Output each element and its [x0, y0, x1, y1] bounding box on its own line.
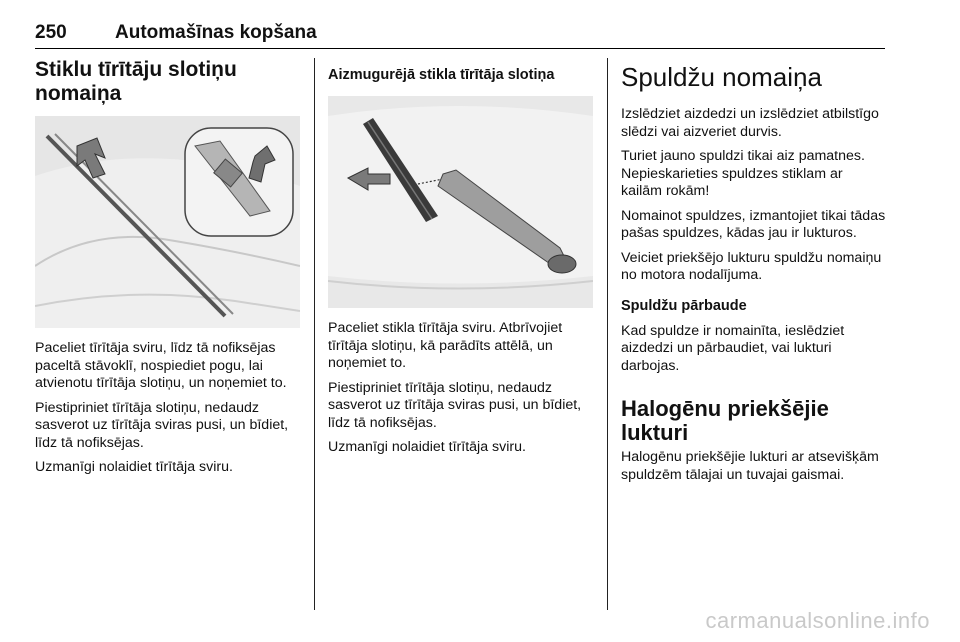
- section-heading-rear-wiper: Aizmugurējā stikla tīrītāja slotiņa: [328, 67, 555, 83]
- paragraph: Piestipriniet tīrītāja slotiņu, nedaudz sasverot uz tīrītāja sviras pusi, un bīdiet, līdz tā nofiksējas.: [35, 399, 289, 451]
- rear-wiper-illustration: [328, 96, 593, 308]
- paragraph: Kad spuldze ir nomainīta, ieslēdziet aizdedzi un pārbaudiet, vai lukturi darbojas.: [621, 322, 845, 374]
- page-header: [35, 22, 885, 49]
- page-number: 250: [35, 22, 67, 43]
- column-rear-wiper: [328, 58, 593, 464]
- paragraph: Paceliet tīrītāja sviru, līdz tā nofiksējas paceltā stāvoklī, nospiediet pogu, lai atvienotu tīrītāja slotiņu, un noņemiet to.: [35, 340, 287, 391]
- paragraph: Izslēdziet aizdedzi un izslēdziet atbilstīgo slēdzi vai aizveriet durvis.: [621, 106, 879, 140]
- column-divider: [607, 58, 608, 610]
- paragraph: Paceliet stikla tīrītāja sviru. Atbrīvojiet tīrītāja slotiņu, kā parādīts attēlā, un noņemiet to.: [328, 320, 563, 371]
- column-divider: [314, 58, 315, 610]
- section-heading-front-wiper: Stiklu tīrītāju slotiņu nomaiņa: [35, 58, 237, 105]
- running-title: Automašīnas kopšana: [115, 22, 317, 43]
- paragraph: Turiet jauno spuldzi tikai aiz pamatnes. Nepieskarieties spuldzes stiklam ar kailām rokām!: [621, 148, 865, 199]
- subheading-bulb-check: Spuldžu pārbaude: [621, 297, 747, 314]
- paragraph: Nomainot spuldzes, izmantojiet tikai tādas pašas spuldzes, kādas jau ir lukturos.: [621, 207, 886, 241]
- section-heading-halogen-headlights: Halogēnu priekšējie lukturi: [621, 396, 829, 445]
- column-front-wiper: [35, 58, 300, 484]
- paragraph: Uzmanīgi nolaidiet tīrītāja sviru.: [35, 459, 233, 475]
- paragraph: Piestipriniet tīrītāja slotiņu, nedaudz sasverot uz tīrītāja sviras pusi, un bīdiet, līdz tā nofiksējas.: [328, 379, 582, 431]
- front-wiper-illustration: [35, 116, 300, 328]
- paragraph: Halogēnu priekšējie lukturi ar atsevišķām spuldzēm tālajai un tuvajai gaismai.: [621, 449, 879, 483]
- section-heading-bulb-replacement: Spuldžu nomaiņa: [621, 62, 822, 92]
- paragraph: Uzmanīgi nolaidiet tīrītāja sviru.: [328, 439, 526, 455]
- watermark: carmanualsonline.info: [705, 608, 930, 633]
- column-bulb-replacement: [621, 58, 886, 491]
- paragraph: Veiciet priekšējo lukturu spuldžu nomaiņu no motora nodalījuma.: [621, 249, 882, 283]
